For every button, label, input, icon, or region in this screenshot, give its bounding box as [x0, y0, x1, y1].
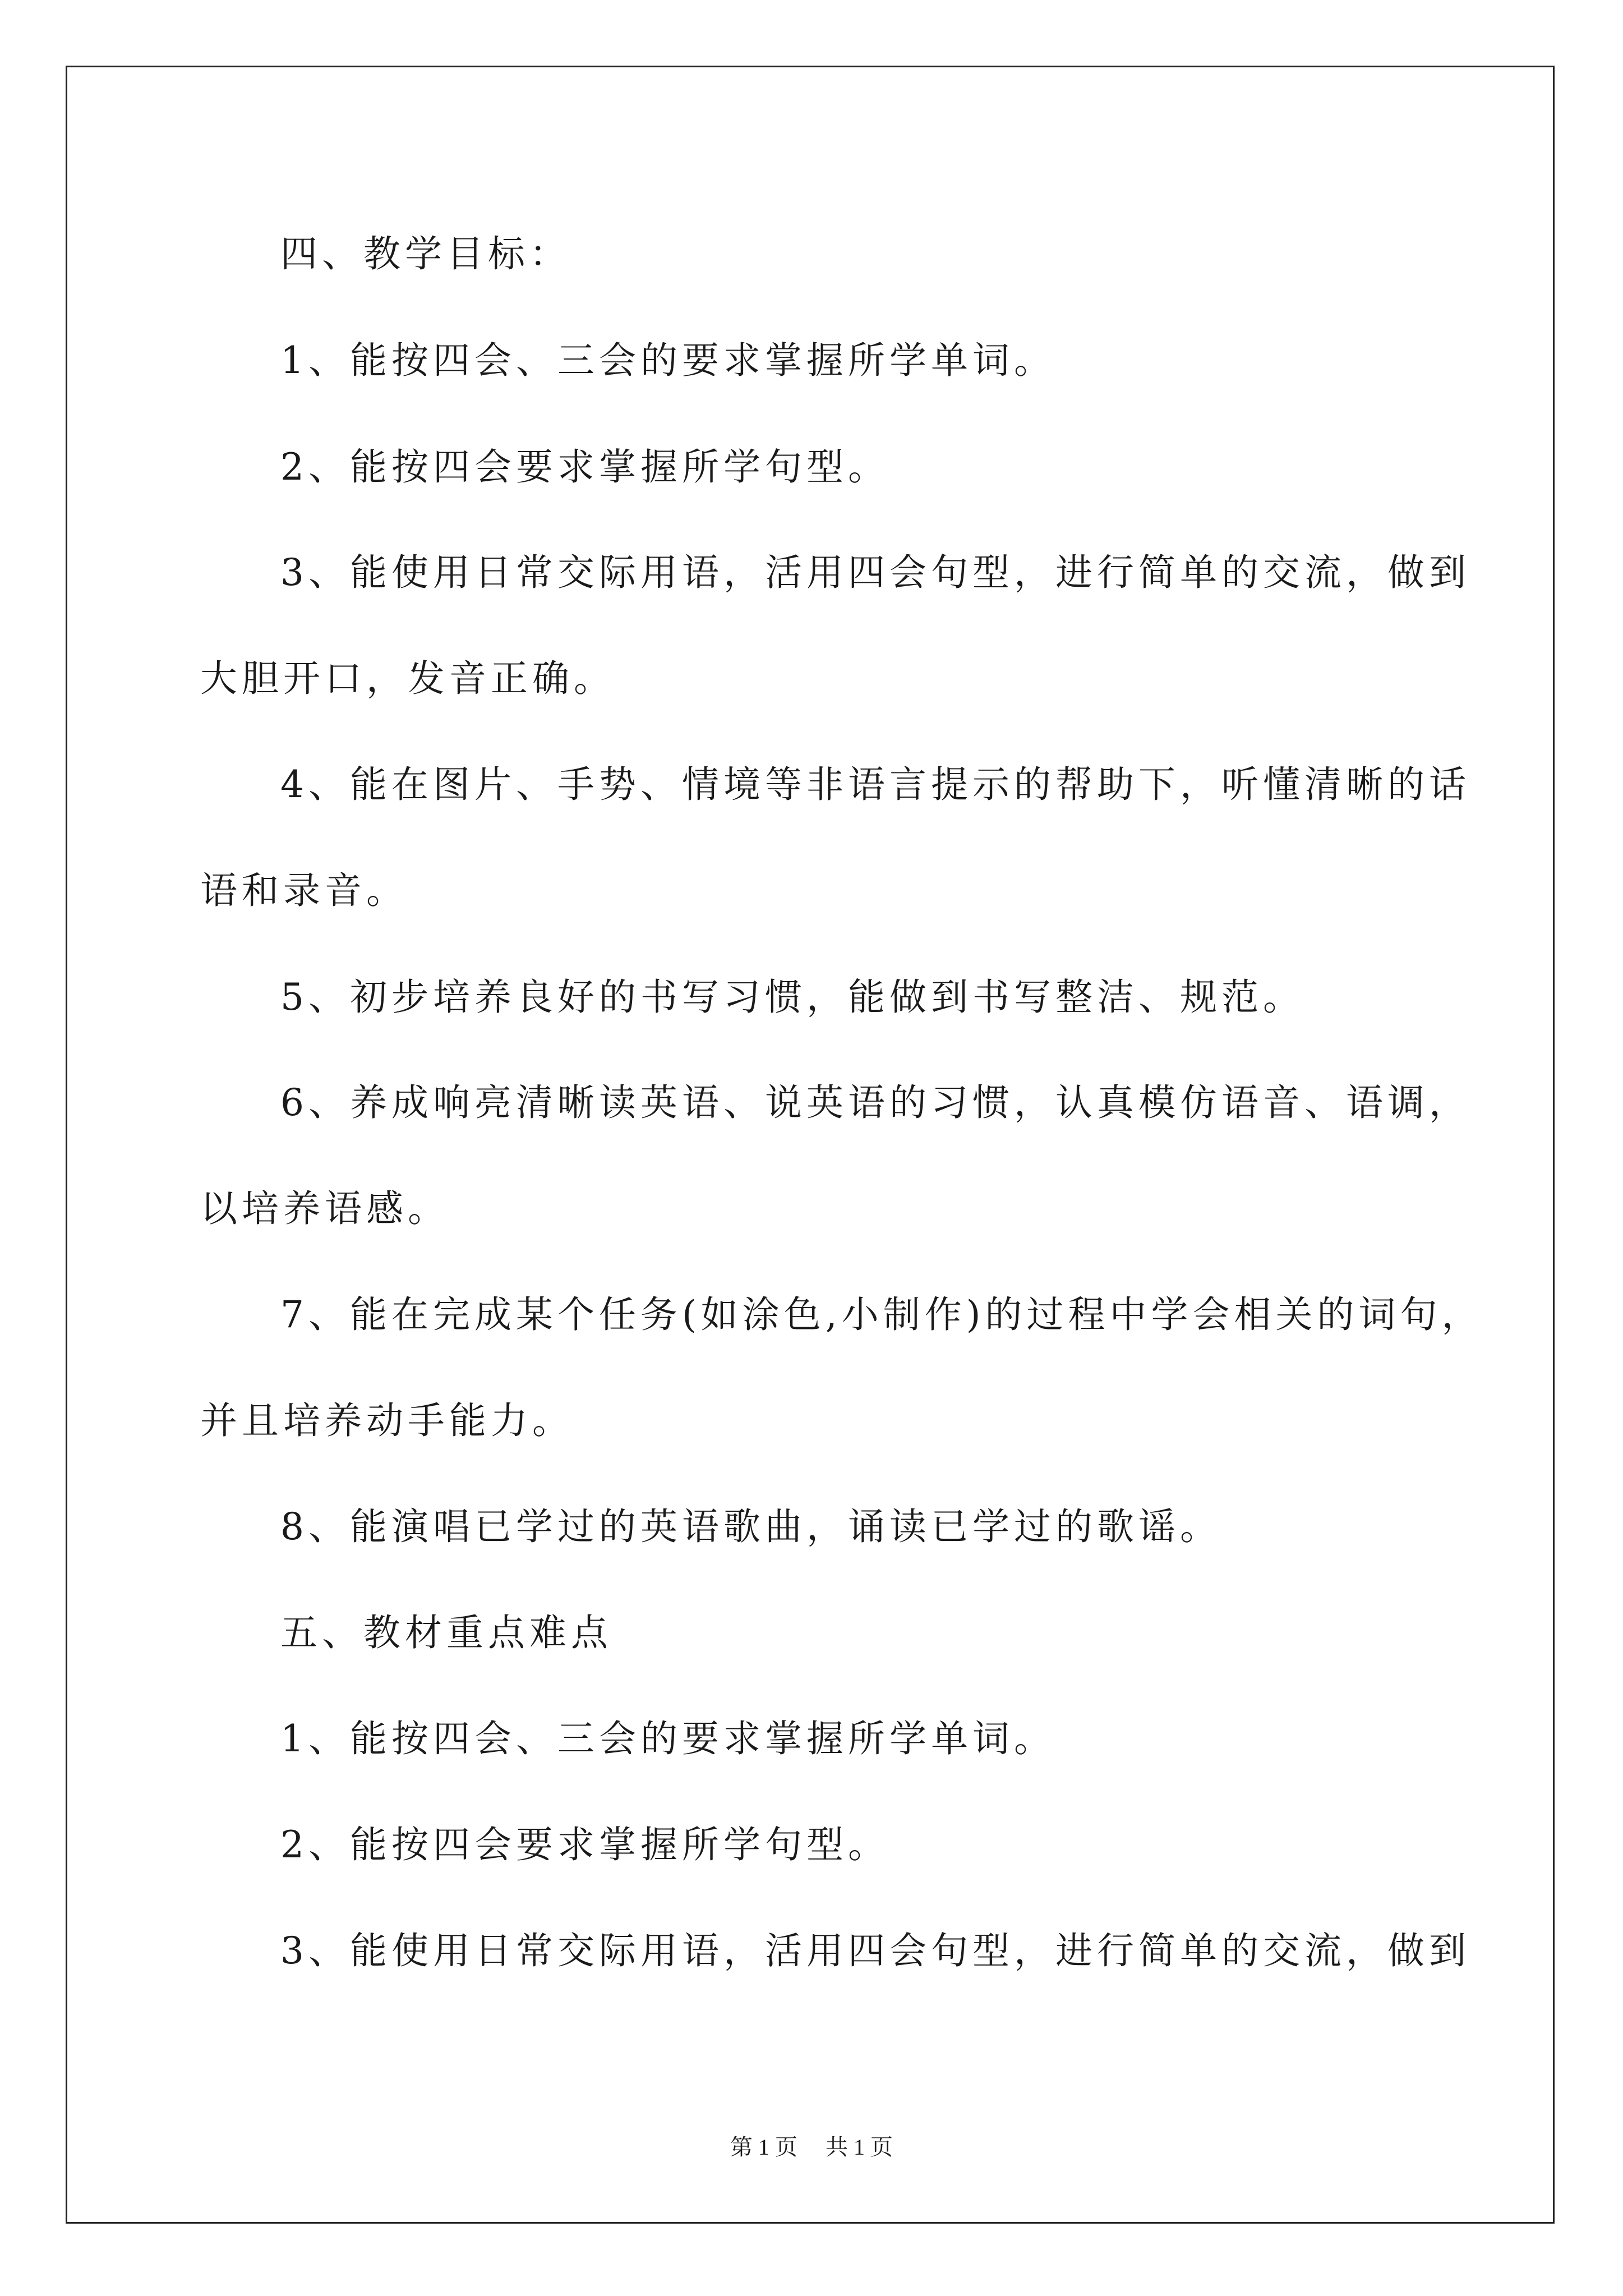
- section-heading-key-points: 五、教材重点难点: [280, 1611, 612, 1654]
- page-border: [66, 66, 1555, 2224]
- paragraph-line: 1、能按四会、三会的要求掌握所学单词。: [280, 1717, 1055, 1760]
- paragraph-line: 3、能使用日常交际用语，活用四会句型，进行简单的交流，做到: [280, 1929, 1470, 1972]
- paragraph-line: 并且培养动手能力。: [200, 1399, 574, 1442]
- page-footer: [0, 2136, 1623, 2159]
- paragraph-line: 7、能在完成某个任务(如涂色,小制作)的过程中学会相关的词句，: [280, 1293, 1483, 1336]
- total-pages-label: 共 1 页: [826, 2134, 893, 2160]
- paragraph-line: 语和录音。: [200, 869, 408, 912]
- section-heading-teaching-goals: 四、教学目标：: [280, 232, 571, 275]
- paragraph-line: 2、能按四会要求掌握所学句型。: [280, 1823, 889, 1866]
- paragraph-line: 以培养语感。: [200, 1187, 449, 1230]
- paragraph-line: 1、能按四会、三会的要求掌握所学单词。: [280, 339, 1055, 382]
- page-number-label: 第 1 页: [730, 2134, 797, 2160]
- paragraph-line: 4、能在图片、手势、情境等非语言提示的帮助下，听懂清晰的话: [280, 763, 1470, 806]
- paragraph-line: 5、初步培养良好的书写习惯，能做到书写整洁、规范。: [280, 976, 1304, 1019]
- paragraph-line: 3、能使用日常交际用语，活用四会句型，进行简单的交流，做到: [280, 551, 1470, 594]
- paragraph-line: 大胆开口，发音正确。: [200, 657, 615, 700]
- paragraph-line: 6、养成响亮清晰读英语、说英语的习惯，认真模仿语音、语调，: [280, 1081, 1470, 1124]
- paragraph-line: 2、能按四会要求掌握所学句型。: [280, 445, 889, 489]
- paragraph-line: 8、能演唱已学过的英语歌曲，诵读已学过的歌谣。: [280, 1505, 1221, 1548]
